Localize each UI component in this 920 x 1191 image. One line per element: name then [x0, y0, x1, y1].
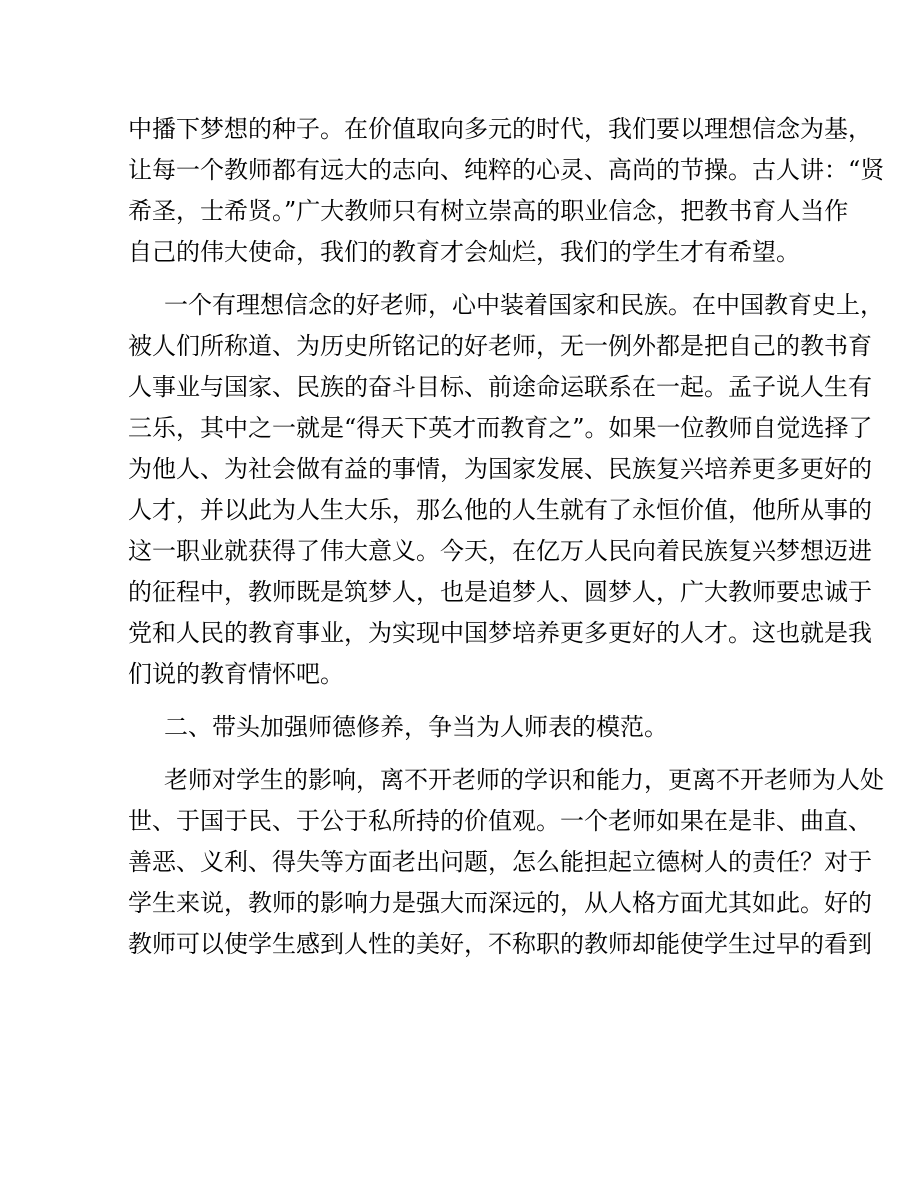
text-line: 的征程中，教师既是筑梦人，也是追梦人、圆梦人，广大教师要忠诚于 — [128, 578, 872, 606]
heading-line: 二、带头加强师德修养，争当为人师表的模范。 — [164, 713, 668, 741]
text-line: 老师对学生的影响，离不开老师的学识和能力，更离不开老师为人处 — [164, 766, 884, 794]
text-line: 世、于国于民、于公于私所持的价值观。一个老师如果在是非、曲直、 — [128, 807, 872, 835]
document-body — [128, 109, 885, 965]
paragraph-gap — [128, 748, 793, 760]
text-line: 自己的伟大使命，我们的教育才会灿烂，我们的学生才有希望。 — [128, 238, 800, 266]
text-line: 人事业与国家、民族的奋斗目标、前途命运联系在一起。孟子说人生有 — [128, 373, 872, 401]
text-line: 为他人、为社会做有益的事情，为国家发展、民族复兴培养更多更好的 — [128, 455, 872, 483]
text-line: 教师可以使学生感到人性的美好，不称职的教师却能使学生过早的看到 — [128, 930, 872, 958]
text-line: 善恶、义利、得失等方面老出问题，怎么能担起立德树人的责任？对于 — [128, 848, 872, 876]
text-line: 人才，并以此为人生大乐，那么他的人生就有了永恒价值，他所从事的 — [128, 496, 872, 524]
text-line: 学生来说，教师的影响力是强大而深远的，从人格方面尤其如此。好的 — [128, 889, 872, 917]
paragraph-2 — [128, 285, 884, 695]
paragraph-gap — [128, 695, 793, 707]
text-line: 让每一个教师都有远大的志向、纯粹的心灵、高尚的节操。古人讲：“贤 — [128, 156, 885, 184]
text-line: 这一职业就获得了伟大意义。今天，在亿万人民向着民族复兴梦想迈进 — [128, 537, 872, 565]
section-heading — [128, 707, 793, 748]
paragraph-1 — [128, 109, 885, 273]
text-line: 中播下梦想的种子。在价值取向多元的时代，我们要以理想信念为基， — [128, 115, 872, 143]
text-line: 们说的教育情怀吧。 — [128, 660, 344, 688]
paragraph-gap — [128, 273, 793, 285]
text-line: 被人们所称道、为历史所铭记的好老师，无一例外都是把自己的教书育 — [128, 332, 872, 360]
text-line: 一个有理想信念的好老师，心中装着国家和民族。在中国教育史上， — [164, 291, 884, 319]
text-line: 党和人民的教育事业，为实现中国梦培养更多更好的人才。这也就是我 — [128, 619, 872, 647]
text-line: 三乐，其中之一就是“得天下英才而教育之”。如果一位教师自觉选择了 — [128, 414, 873, 442]
text-line: 希圣，士希贤。”广大教师只有树立崇高的职业信念，把教书育人当作 — [128, 197, 849, 225]
paragraph-3 — [128, 760, 884, 965]
